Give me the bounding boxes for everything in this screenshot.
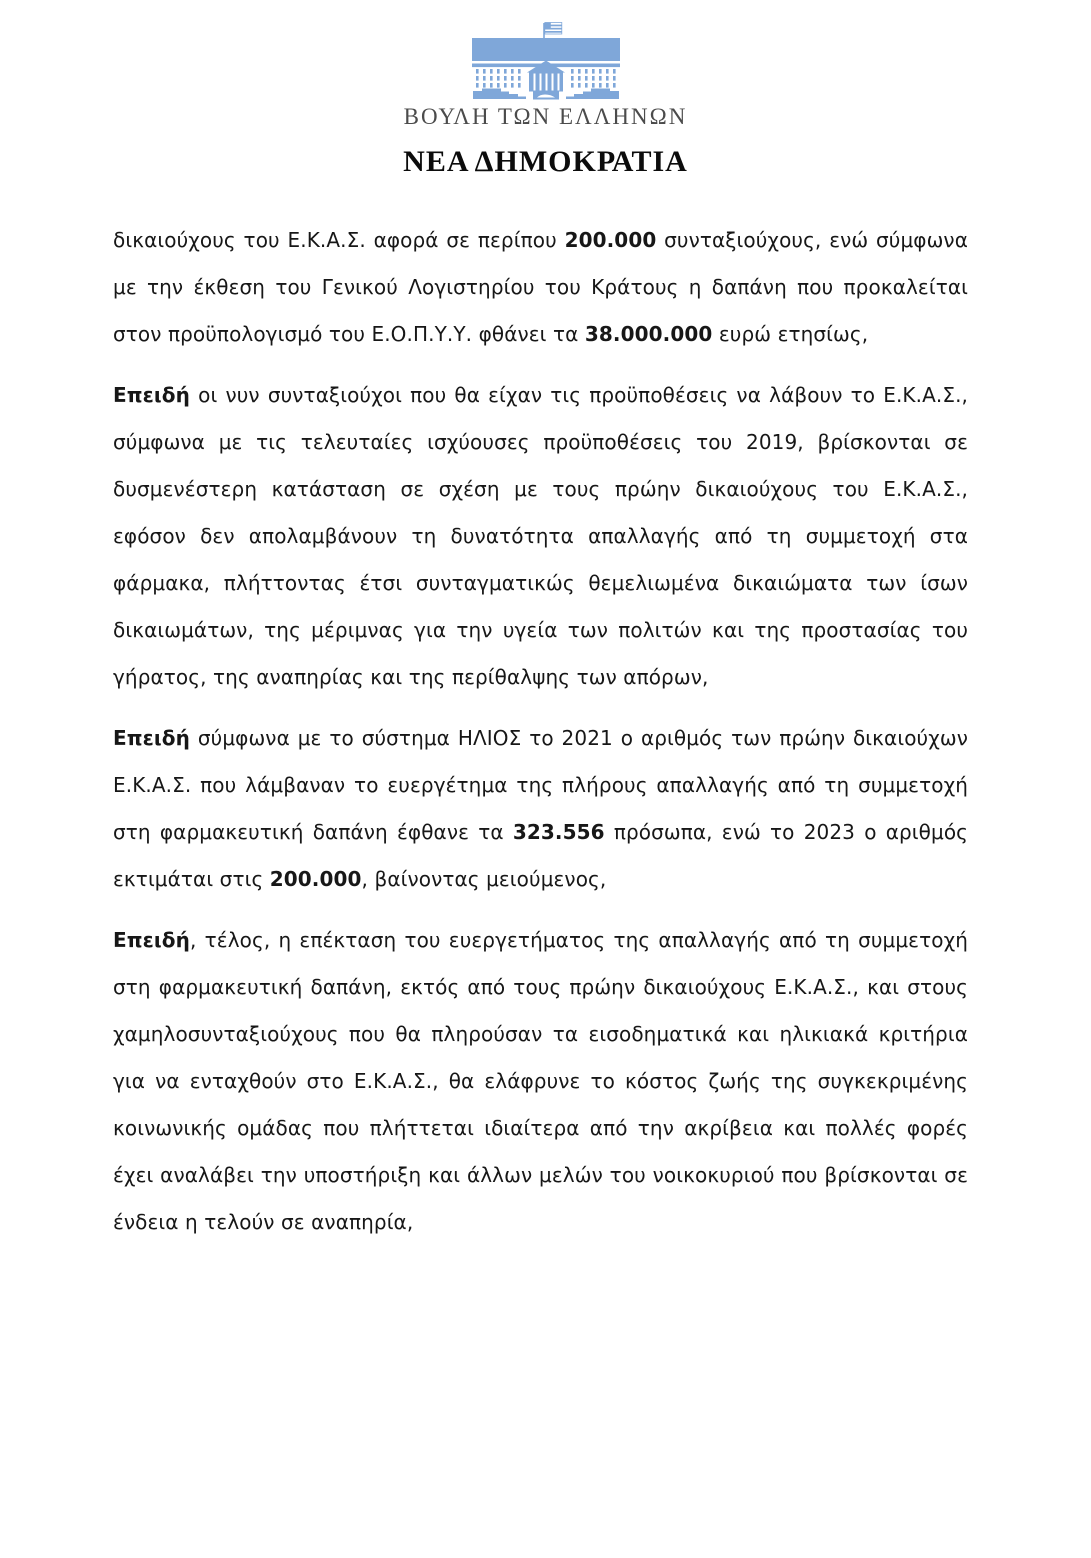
paragraph xyxy=(113,372,968,701)
bold-text-segment: Επειδή xyxy=(113,383,190,407)
party-title: ΝΕΑ ΔΗΜΟΚΡΑΤΙΑ xyxy=(403,145,688,178)
text-segment: δικαιούχους του Ε.Κ.Α.Σ. αφορά σε περίπου xyxy=(113,228,565,252)
bold-text-segment: Επειδή xyxy=(113,726,190,750)
bold-text-segment: Επειδή xyxy=(113,928,190,952)
bold-text-segment: 200.000 xyxy=(564,228,657,252)
text-segment: συνταξιούχους, ενώ σύμφωνα με την έκθεση του Γενικού Λογιστηρίου του Κράτους η δαπάνη που προκαλείται στον προϋπολογισμό του Ε.Ο.Π.Υ.Υ. φθάνει τα xyxy=(113,228,968,346)
paragraph xyxy=(113,217,968,358)
document-body xyxy=(113,217,968,1246)
text-segment: , τέλος, η επέκταση του ευεργετήματος της απαλλαγής από τη συμμετοχή στη φαρμακευτική δαπάνη, εκτός από τους πρώην δικαιούχους Ε.Κ.Α.Σ., και στους χαμηλοσυνταξιούχους που θα πληρούσαν τα εισοδηματικά και ηλικιακά κριτήρια για να ενταχθούν στο Ε.Κ.Α.Σ., θα ελάφρυνε το κόστος ζωής της συγκεκριμένης κοινωνικής ομάδας που πλήττεται ιδιαίτερα από την ακρίβεια και πολλές φορές έχει αναλάβει την υποστήριξη και άλλων μελών του νοικοκυριού που βρίσκονται σε ένδεια η τελούν σε αναπηρία, xyxy=(113,928,968,1234)
text-segment: σύμφωνα με το σύστημα ΗΛΙΟΣ το 2021 ο αριθμός των πρώην δικαιούχων Ε.Κ.Α.Σ. που λάμβαναν το ευεργέτημα της πλήρους απαλλαγής από τη συμμετοχή στη φαρμακευτική δαπάνη έφθανε τα xyxy=(113,726,968,844)
paragraph xyxy=(113,917,968,1246)
bold-text-segment: 38.000.000 xyxy=(584,322,713,346)
hellenic-parliament-logo-icon xyxy=(470,22,622,100)
text-segment: ευρώ ετησίως, xyxy=(712,322,869,346)
paragraph xyxy=(113,715,968,903)
parliament-title: ΒΟΥΛΗ ΤΩΝ ΕΛΛΗΝΩΝ xyxy=(403,104,688,129)
text-segment: πρόσωπα, ενώ το 2023 ο αριθμός εκτιμάται στις xyxy=(113,820,969,891)
bold-text-segment: 323.556 xyxy=(512,820,605,844)
bold-text-segment: 200.000 xyxy=(269,867,362,891)
text-segment: οι νυν συνταξιούχοι που θα είχαν τις προϋποθέσεις να λάβουν το Ε.Κ.Α.Σ., σύμφωνα με τις τελευταίες ισχύουσες προϋποθέσεις του 2019, βρίσκονται σε δυσμενέστερη κατάσταση σε σχέση με τους πρώην δικαιούχους του Ε.Κ.Α.Σ., εφόσον δεν απολαμβάνουν τη δυνατότητα απαλλαγής από τη συμμετοχή στα φάρμακα, πλήττοντας έτσι συνταγματικώς θεμελιωμένα δικαιώματα των ίσων δικαιωμάτων, της μέριμνας για την υγεία των πολιτών και της προστασίας του γήρατος, της αναπηρίας και της περίθαλψης των απόρων, xyxy=(113,383,968,689)
text-segment: , βαίνοντας μειούμενος, xyxy=(361,867,607,891)
document-header xyxy=(0,0,1091,178)
